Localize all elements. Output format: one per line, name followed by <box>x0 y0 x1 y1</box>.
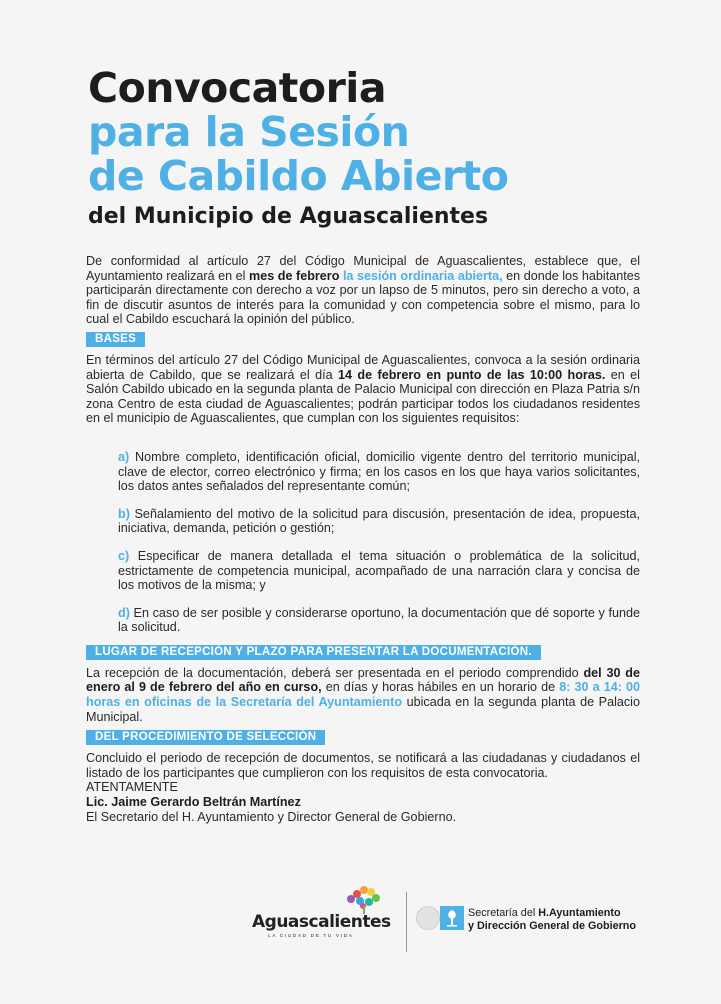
list-item <box>118 507 640 536</box>
list-item-text: Señalamiento del motivo de la solicitud para discusión, presentación de idea, propuesta, iniciativa, demanda, petición o gestión; <box>118 506 640 536</box>
section-bases-header: BASES <box>86 332 145 347</box>
document-title <box>88 66 648 232</box>
signatory-block <box>86 795 640 824</box>
bases-bold-date: 14 de febrero en punto de las 10:00 horas. <box>338 367 606 382</box>
list-item-text: Nombre completo, identificación oficial, domicilio vigente dentro del territorio municipal, clave de elector, correo electrónico y firma; en los casos en los que haya varios solicitantes, los datos antes señalados del representante común; <box>118 449 640 494</box>
lugar-paragraph <box>86 666 640 724</box>
list-item <box>118 450 640 494</box>
secretaria-bold-1: H.Ayuntamiento <box>538 907 621 919</box>
lugar-bold-period: del 30 de enero al 9 de febrero del año en curso, <box>86 665 640 695</box>
document-body <box>86 254 640 824</box>
list-item <box>118 549 640 593</box>
signatory-name: Lic. Jaime Gerardo Beltrán Martínez <box>86 795 301 810</box>
list-item-label: b) <box>118 506 130 521</box>
procedimiento-paragraph: Concluido el periodo de recepción de documentos, se notificará a las ciudadanas y ciudadanos el listado de los participantes que cumplieron con los requisitos de esta convocatoria. <box>86 751 640 780</box>
lugar-highlight-hours: 8: 30 a 14: 00 horas en oficinas de la Secretaría del Ayuntamiento <box>86 680 640 710</box>
secretaria-tree-icon <box>440 906 464 930</box>
list-item-text: En caso de ser posible y considerarse oportuno, la documentación que dé soporte y funde la solicitud. <box>118 605 640 635</box>
requisitos-list <box>118 450 640 635</box>
logo-tagline: LA CIUDAD DE TU VIDA <box>268 934 354 939</box>
title-line-1: Convocatoria <box>88 64 387 112</box>
intro-text-1: De conformidad al artículo 27 del Código Municipal de Aguascalientes, establece que, el Ayuntamiento realizará en el <box>86 254 640 283</box>
bases-paragraph <box>86 353 640 426</box>
list-item-label: a) <box>118 449 130 464</box>
footer-logos <box>250 884 650 954</box>
lugar-text-2: en días y horas hábiles en un horario de <box>321 680 560 695</box>
bases-text-1: En términos del artículo 27 del Código Municipal de Aguascalientes, convoca a la sesión ordinaria abierta de Cabildo, que se realizará el día <box>86 352 640 382</box>
list-item-label: d) <box>118 605 130 620</box>
lugar-text-1: La recepción de la documentación, deberá ser presentada en el periodo comprendido <box>86 665 584 680</box>
logo-wordmark: Aguascalientes <box>252 912 391 932</box>
title-subtitle: del Municipio de Aguascalientes <box>88 204 489 229</box>
footer-divider <box>406 892 407 952</box>
secretaria-line-1: Secretaría del <box>468 907 539 919</box>
intro-highlight-session: la sesión ordinaria abierta, <box>342 268 503 283</box>
secretaria-line-2: y Dirección General de Gobierno <box>468 919 637 932</box>
title-line-2: para la Sesión <box>88 108 410 156</box>
section-lugar-header: LUGAR DE RECEPCIÓN Y PLAZO PARA PRESENTAR LA DOCUMENTACIÓN. <box>86 645 541 660</box>
logo-petals-icon <box>250 884 400 914</box>
intro-bold-month: mes de febrero <box>249 268 340 283</box>
closing-atentamente: ATENTAMENTE <box>86 780 178 795</box>
municipal-seal-icon <box>416 906 440 930</box>
aguascalientes-logo <box>250 884 400 954</box>
title-line-3: de Cabildo Abierto <box>88 152 509 200</box>
list-item-label: c) <box>118 548 130 563</box>
list-item-text: Especificar de manera detallada el tema situación o problemática de la solicitud, estrictamente de competencia municipal, acompañado de una narración clara y concisa de los motivos de la misma; y <box>118 548 640 593</box>
secretaria-label <box>468 907 636 932</box>
intro-text-2: en donde los habitantes participarán directamente con derecho a voz por un lapso de 5 minutos, pero sin derecho a voto, a fin de discutir asuntos de interés para la comunidad y con competencia sobre el mismo, para lo cual el Cabildo escuchará la opinión del público. <box>86 268 640 327</box>
signatory-role: El Secretario del H. Ayuntamiento y Director General de Gobierno. <box>86 809 457 824</box>
lugar-text-3: ubicada en la segunda planta de Palacio Municipal. <box>86 695 640 724</box>
list-item <box>118 606 640 635</box>
bases-text-2: en el Salón Cabildo ubicado en la segunda planta de Palacio Municipal con dirección en Plaza Patria s/n zona Centro de esta ciudad de Aguascalientes; podrán participar todos los ciudadanos residentes en el municipio de Aguascalientes, que cumplan con los siguientes requisitos: <box>86 367 640 426</box>
intro-paragraph <box>86 254 640 327</box>
section-procedimiento-header: DEL PROCEDIMIENTO DE SELECCIÓN <box>86 730 325 745</box>
